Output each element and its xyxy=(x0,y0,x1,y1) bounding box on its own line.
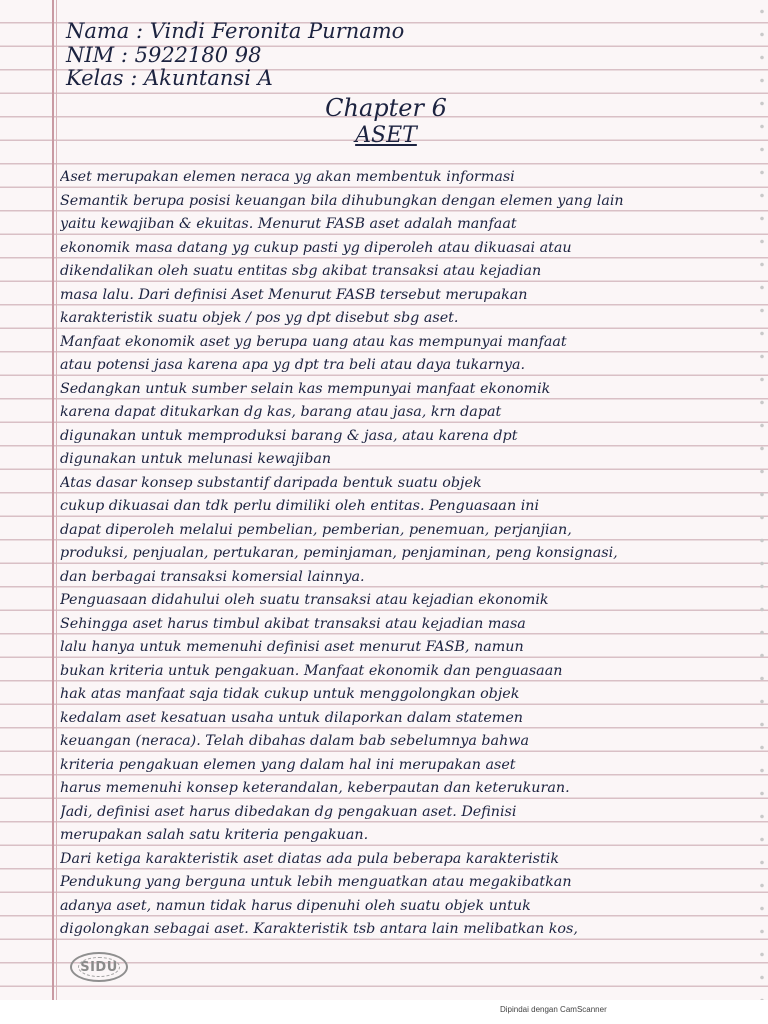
text-line: ekonomik masa datang yg cukup pasti yg diperoleh atau dikuasai atau xyxy=(60,239,572,256)
text-line: digolongkan sebagai aset. Karakteristik tsb antara lain melibatkan kos, xyxy=(60,921,578,937)
text-line: dan berbagai transaksi komersial lainnya. xyxy=(60,568,365,585)
scanner-footer xyxy=(0,1000,768,1024)
text-line: Jadi, definisi aset harus dibedakan dg pengakuan aset. Definisi xyxy=(60,803,517,820)
chapter-label: Chapter 6 xyxy=(325,94,447,122)
text-line: kriteria pengakuan elemen yang dalam hal ini merupakan aset xyxy=(60,756,516,773)
text-line: karena dapat ditukarkan dg kas, barang atau jasa, krn dapat xyxy=(60,404,502,420)
text-line: Penguasaan didahului oleh suatu transaksi atau kejadian ekonomik xyxy=(60,592,549,608)
student-class: Kelas : Akuntansi A xyxy=(66,66,273,90)
text-line: lalu hanya untuk memenuhi definisi aset menurut FASB, namun xyxy=(60,639,524,655)
text-line: Manfaat ekonomik aset yg berupa uang atau kas mempunyai manfaat xyxy=(60,333,567,350)
text-line: merupakan salah satu kriteria pengakuan. xyxy=(60,827,369,843)
text-line: adanya aset, namun tidak harus dipenuhi oleh suatu objek untuk xyxy=(60,897,531,914)
text-line: bukan kriteria untuk pengakuan. Manfaat ekonomik dan penguasaan xyxy=(60,662,563,679)
handwritten-body xyxy=(60,166,750,942)
text-line: harus memenuhi konsep keterandalan, keberpautan dan keterukuran. xyxy=(60,780,570,796)
text-line: Semantik berupa posisi keuangan bila dihubungkan dengan elemen yang lain xyxy=(60,192,624,209)
text-line: digunakan untuk melunasi kewajiban xyxy=(60,451,332,467)
text-line: masa lalu. Dari definisi Aset Menurut FASB tersebut merupakan xyxy=(60,286,528,303)
text-line: cukup dikuasai dan tdk perlu dimiliki oleh entitas. Penguasaan ini xyxy=(60,498,540,514)
text-line: Pendukung yang berguna untuk lebih menguatkan atau megakibatkan xyxy=(60,874,572,890)
text-line: Atas dasar konsep substantif daripada bentuk suatu objek xyxy=(60,474,482,491)
chapter-heading xyxy=(306,95,466,149)
text-line: kedalam aset kesatuan usaha untuk dilaporkan dalam statemen xyxy=(60,709,524,726)
sidu-logo: SIDU xyxy=(70,952,128,982)
binding-holes xyxy=(756,0,768,1000)
text-line: hak atas manfaat saja tidak cukup untuk menggolongkan objek xyxy=(60,686,520,702)
text-line: yaitu kewajiban & ekuitas. Menurut FASB aset adalah manfaat xyxy=(60,216,517,232)
text-line: atau potensi jasa karena apa yg dpt tra beli atau daya tukarnya. xyxy=(60,357,526,373)
margin-line xyxy=(52,0,54,1000)
student-nim: NIM : 5922180 98 xyxy=(66,42,262,67)
text-line: keuangan (neraca). Telah dibahas dalam bab sebelumnya bahwa xyxy=(60,733,530,749)
text-line: Dari ketiga karakteristik aset diatas ada pula beberapa karakteristik xyxy=(60,850,559,867)
text-line: Sedangkan untuk sumber selain kas mempunyai manfaat ekonomik xyxy=(60,380,551,397)
text-line: produksi, penjualan, pertukaran, peminjaman, penjaminan, peng konsignasi, xyxy=(60,545,618,561)
chapter-title: ASET xyxy=(355,123,417,148)
text-line: dikendalikan oleh suatu entitas sbg akibat transaksi atau kejadian xyxy=(60,263,542,279)
student-name: Nama : Vindi Feronita Purnamo xyxy=(66,19,405,43)
margin-line-inner xyxy=(56,0,57,1000)
text-line: digunakan untuk memproduksi barang & jasa, atau karena dpt xyxy=(60,427,518,444)
text-line: karakteristik suatu objek / pos yg dpt disebut sbg aset. xyxy=(60,310,459,326)
text-line: Aset merupakan elemen neraca yg akan membentuk informasi xyxy=(60,169,515,185)
text-line: dapat diperoleh melalui pembelian, pemberian, penemuan, perjanjian, xyxy=(60,521,572,538)
scanner-watermark: Dipindai dengan CamScanner xyxy=(500,1005,607,1014)
student-header xyxy=(66,20,466,91)
text-line: Sehingga aset harus timbul akibat transaksi atau kejadian masa xyxy=(60,615,526,632)
